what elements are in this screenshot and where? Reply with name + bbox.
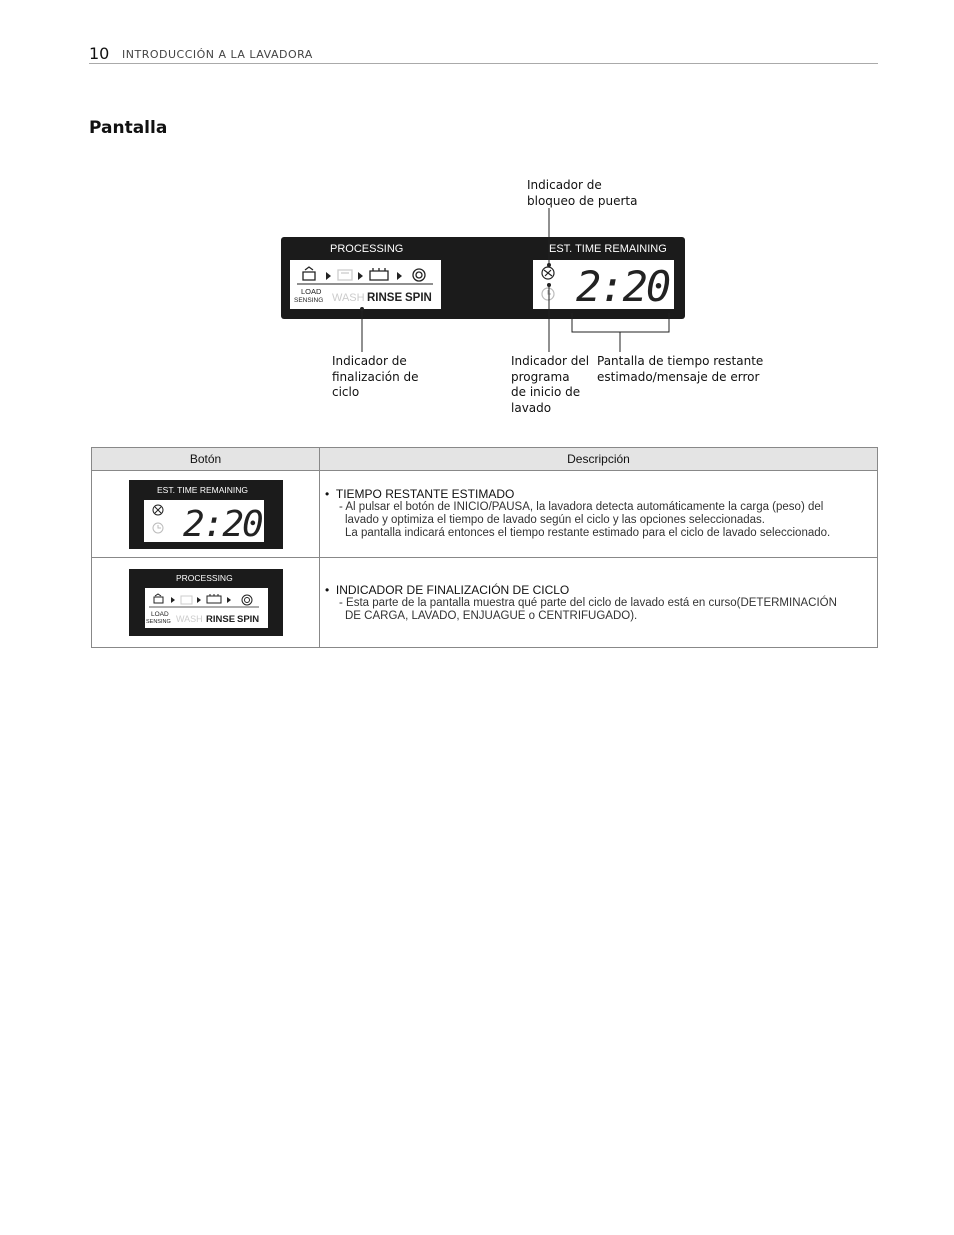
- time-remaining-label: EST. TIME REMAINING: [549, 243, 667, 255]
- stage-sensing: SENSING: [294, 297, 324, 304]
- callout-cycle-end: Indicador de finalización de ciclo: [332, 354, 419, 399]
- page-title: Pantalla: [89, 118, 168, 138]
- time-value: 2:20: [183, 504, 262, 545]
- stage-spin: SPIN: [405, 292, 432, 304]
- stage-wash: WASH: [332, 292, 365, 304]
- table-row-image-time: [129, 480, 283, 549]
- callout-door-lock: Indicador de bloqueo de puerta: [527, 178, 638, 208]
- stage-wash: WASH: [176, 614, 203, 624]
- stage-spin: SPIN: [237, 614, 260, 625]
- row-cycle-description: • INDICADOR DE FINALIZACIÓN DE CICLO - Esta parte de la pantalla muestra qué parte del ciclo de lavado está en curso(DETERMINACIÓN DE CARGA, LAVADO, ENJUAGUE o CENTRIFUGADO).: [325, 584, 873, 623]
- row-heading: • INDICADOR DE FINALIZACIÓN DE CICLO: [325, 583, 570, 597]
- page-number: 10: [89, 44, 110, 63]
- row-heading: • TIEMPO RESTANTE ESTIMADO: [325, 487, 515, 501]
- table-divider: [319, 448, 320, 647]
- buttons-table: [91, 447, 878, 648]
- stage-load: LOAD: [301, 287, 322, 296]
- stage-rinse: RINSE: [206, 614, 236, 625]
- processing-label: PROCESSING: [330, 243, 404, 255]
- stage-sensing: SENSING: [146, 619, 171, 625]
- processing-label: PROCESSING: [176, 573, 233, 583]
- time-value: 2:20: [576, 262, 670, 311]
- section-title: INTRODUCCIÓN A LA LAVADORA: [122, 48, 313, 61]
- display-diagram: [0, 0, 954, 440]
- table-row-image-processing: [129, 569, 283, 636]
- stage-load: LOAD: [151, 611, 169, 618]
- col-header-description: Descripción: [567, 452, 630, 466]
- stage-rinse: RINSE: [367, 292, 403, 304]
- row-divider: [92, 557, 877, 558]
- callout-time-display: Pantalla de tiempo restante estimado/mensaje de error: [597, 354, 764, 384]
- row-time-description: • TIEMPO RESTANTE ESTIMADO - Al pulsar el botón de INICIO/PAUSA, la lavadora detecta automáticamente la carga (peso) del lavado y optimiza el tiempo de lavado según el ciclo y las opciones seleccionadas. La pantalla indicará entonces el tiempo restante estimado para el ciclo de lavado seleccionado.: [325, 488, 873, 540]
- col-header-button: Botón: [189, 452, 222, 466]
- time-remaining-label: EST. TIME REMAINING: [157, 485, 248, 495]
- callout-delay-start: Indicador del programa de inicio de lavado: [511, 354, 590, 415]
